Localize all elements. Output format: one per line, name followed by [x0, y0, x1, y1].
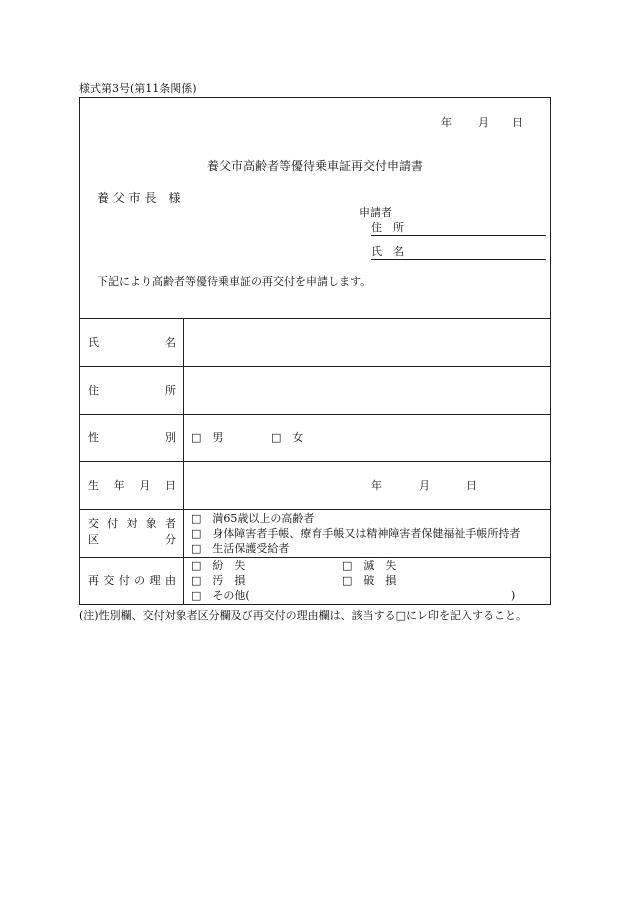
reason-other-close-paren: )	[511, 589, 516, 602]
row-divider	[79, 509, 551, 510]
applicant-name-line[interactable]	[371, 259, 546, 260]
row-label-birthdate: 生 年 月 日	[88, 479, 176, 492]
reason-option-lost[interactable]: □ 紛 失	[191, 559, 246, 572]
reason-option-vanished[interactable]: □ 滅 失	[342, 559, 397, 572]
row-label-name: 氏 名	[88, 336, 176, 349]
row-divider	[79, 414, 551, 415]
form-code: 様式第3号(第11条関係)	[79, 82, 197, 95]
column-divider	[183, 318, 184, 605]
row-divider	[79, 557, 551, 558]
date-month: 月	[478, 116, 489, 129]
row-divider	[79, 461, 551, 462]
row-divider	[79, 366, 551, 367]
applicant-address-line[interactable]	[371, 235, 546, 236]
category-option-elderly[interactable]: □ 満65歳以上の高齢者	[191, 512, 315, 525]
row-label-reason: 再 交 付 の 理 由	[88, 574, 176, 587]
applicant-label: 申請者	[359, 206, 392, 219]
row-label-category-line2: 区 分	[88, 533, 176, 546]
row-label-category-line1: 交 付 対 象 者	[88, 517, 176, 530]
reason-option-soiled[interactable]: □ 汚 損	[191, 574, 246, 587]
name-field[interactable]	[185, 320, 549, 364]
date-year: 年	[441, 116, 452, 129]
address-field[interactable]	[185, 368, 549, 412]
addressee: 養 父 市 長 様	[97, 191, 181, 205]
reason-option-other[interactable]: □ その他(	[191, 589, 250, 602]
birth-month-label: 月	[419, 479, 430, 492]
applicant-address-label: 住 所	[371, 221, 404, 234]
row-label-gender: 性 別	[88, 431, 176, 444]
birth-year-label: 年	[371, 479, 382, 492]
reason-other-input[interactable]	[263, 589, 508, 602]
footnote: (注)性別欄、交付対象者区分欄及び再交付の理由欄は、該当する□にレ印を記入すること。	[79, 609, 527, 622]
date-day: 日	[512, 116, 523, 129]
birth-day-label: 日	[466, 479, 477, 492]
gender-option-male[interactable]: □ 男	[191, 431, 224, 444]
category-option-welfare[interactable]: □ 生活保護受給者	[191, 542, 290, 555]
form-title: 養父市高齢者等優待乗車証再交付申請書	[207, 159, 424, 173]
row-label-address: 住 所	[88, 384, 176, 397]
category-option-disability-handbook[interactable]: □ 身体障害者手帳、療育手帳又は精神障害者保健福祉手帳所持者	[191, 527, 521, 540]
table-top-border	[79, 318, 551, 319]
request-statement: 下記により高齢者等優待乗車証の再交付を申請します。	[97, 275, 372, 288]
applicant-name-label: 氏 名	[371, 245, 404, 258]
gender-option-female[interactable]: □ 女	[271, 431, 304, 444]
reason-option-broken[interactable]: □ 破 損	[342, 574, 397, 587]
